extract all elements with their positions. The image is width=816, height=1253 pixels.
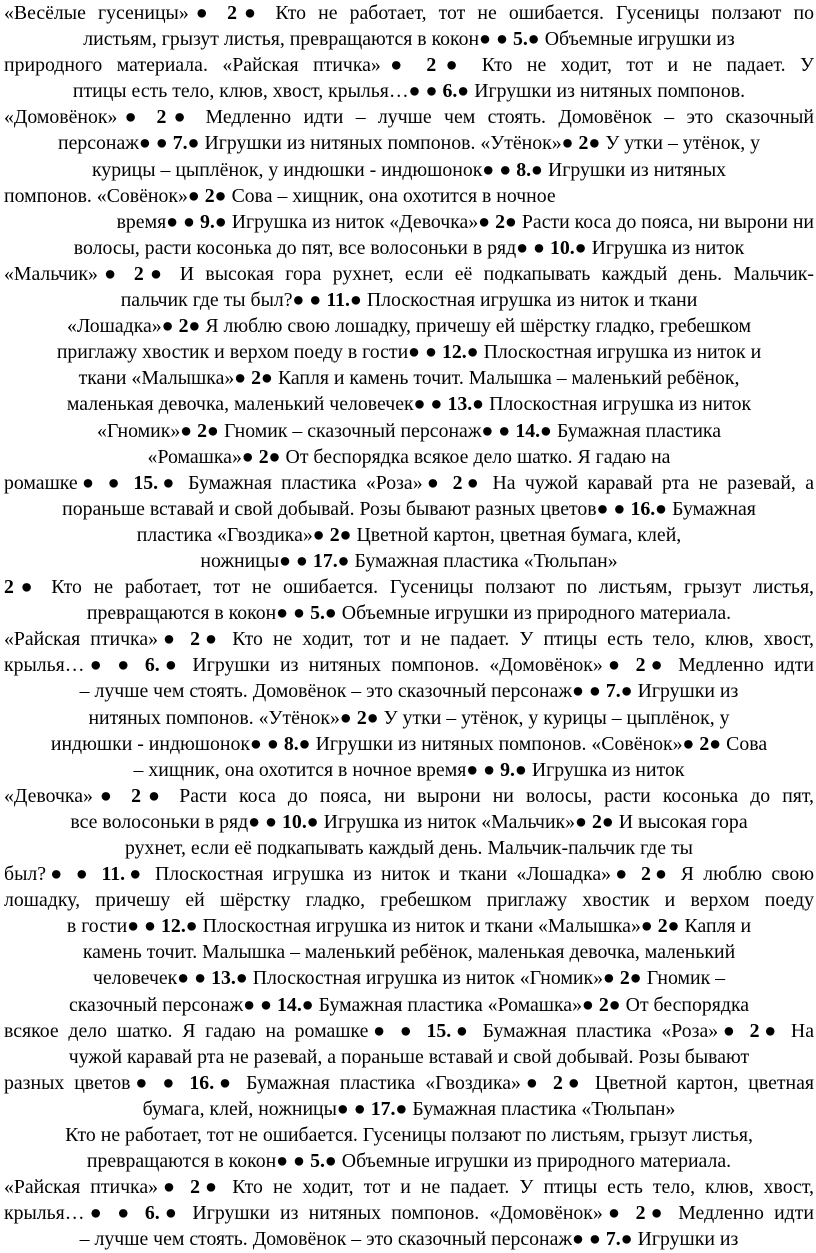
text-line: лошадку, причешу ей шёрстку гладко, гребешком приглажу хвостик и верхом поеду xyxy=(4,889,814,912)
text-line: ножницы● ● 17.● Бумажная пластика «Тюльпан» xyxy=(200,549,618,572)
text-line: все волосоньки в ряд● ● 10.● Игрушка из ниток «Мальчик»● 2● И высокая гора xyxy=(70,810,748,833)
text-line: природного материала. «Райская птичка»● 2● Кто не ходит, тот и не падает. У xyxy=(4,54,815,77)
text-line: нитяных помпонов. «Утёнок»● 2● У утки – утёнок, у курицы – цыплёнок, у xyxy=(88,706,730,729)
text-line: чужой каравай рта не разевай, а пораньше вставай и свой добывай. Розы бывают xyxy=(68,1045,750,1068)
text-line: персонаж● ● 7.● Игрушки из нитяных помпонов. «Утёнок»● 2● У утки – утёнок, у xyxy=(58,132,760,155)
text-line: человечек● ● 13.● Плоскостная игрушка из ниток «Гномик»● 2● Гномик – xyxy=(92,967,726,990)
text-line: «Лошадка»● 2● Я люблю свою лошадку, причешу ей шёрстку гладко, гребешком xyxy=(66,315,752,338)
text-line: «Гномик»● 2● Гномик – сказочный персонаж● ● 14.● Бумажная пластика xyxy=(96,419,722,442)
text-line: листьям, грызут листья, превращаются в кокон● ● 5.● Объемные игрушки из xyxy=(83,28,735,51)
text-line: индюшки - индюшонок● ● 8.● Игрушки из нитяных помпонов. «Совёнок»● 2● Сова xyxy=(50,732,768,755)
text-line: бумага, клей, ножницы● ● 17.● Бумажная пластика «Тюльпан» xyxy=(142,1097,676,1120)
text-line: разных цветов● ● 16.● Бумажная пластика «Гвоздика»● 2● Цветной картон, цветная xyxy=(4,1071,815,1094)
text-line: превращаются в кокон● ● 5.● Объемные игрушки из природного материала. xyxy=(86,1150,732,1173)
text-line: камень точит. Малышка – маленький ребёнок, маленькая девочка, маленький xyxy=(82,941,736,964)
text-line: птицы есть тело, клюв, хвост, крылья…● ● 6.● Игрушки из нитяных помпонов. xyxy=(72,80,746,103)
text-line: пальчик где ты был?● ● 11.● Плоскостная игрушка из ниток и ткани xyxy=(120,289,698,312)
text-line: 2● Кто не работает, тот не ошибается. Гусеницы ползают по листьям, грызут листья, xyxy=(4,576,814,599)
text-line: крылья…● ● 6.● Игрушки из нитяных помпонов. «Домовёнок»● 2● Медленно идти xyxy=(4,1202,814,1225)
text-line: – лучше чем стоять. Домовёнок – это сказочный персонаж● ● 7.● Игрушки из xyxy=(79,680,739,703)
text-line: «Райская птичка»● 2● Кто не ходит, тот и не падает. У птицы есть тело, клюв, хвост, xyxy=(4,1176,815,1199)
text-line: рухнет, если её подкапывать каждый день. Мальчик-пальчик где ты xyxy=(125,837,693,859)
text-line: «Райская птичка»● 2● Кто не ходит, тот и не падает. У птицы есть тело, клюв, хвост, xyxy=(4,628,815,651)
text-line: Кто не работает, тот не ошибается. Гусеницы ползают по листьям, грызут листья, xyxy=(65,1124,753,1147)
text-line: превращаются в кокон● ● 5.● Объемные игрушки из природного материала. xyxy=(86,602,732,625)
text-line: «Ромашка»● 2● От беспорядка всякое дело шатко. Я гадаю на xyxy=(147,445,671,468)
text-line: ромашке● ● 15.● Бумажная пластика «Роза»● 2● На чужой каравай рта не разевай, а xyxy=(4,471,814,494)
text-line: крылья…● ● 6.● Игрушки из нитяных помпонов. «Домовёнок»● 2● Медленно идти xyxy=(4,654,814,677)
text-line: пластика «Гвоздика»● 2● Цветной картон, цветная бумага, клей, xyxy=(136,523,682,546)
text-line: «Домовёнок»● 2● Медленно идти – лучше чем стоять. Домовёнок – это сказочный xyxy=(4,106,814,129)
text-line: приглажу хвостик и верхом поеду в гости● ● 12.● Плоскостная игрушка из ниток и xyxy=(56,341,762,364)
text-line: – хищник, она охотится в ночное время● ● 9.● Игрушка из ниток xyxy=(133,758,685,781)
text-line: волосы, расти косонька до пят, все волосоньки в ряд● ● 10.● Игрушка из ниток xyxy=(73,236,745,259)
text-line: всякое дело шатко. Я гадаю на ромашке● ● 15.● Бумажная пластика «Роза»● 2● На xyxy=(4,1019,814,1042)
text-line: в гости● ● 12.● Плоскостная игрушка из ниток и ткани «Малышка»● 2● Капля и xyxy=(66,915,752,938)
text-line: был?● ● 11.● Плоскостная игрушка из ниток и ткани «Лошадка»● 2● Я люблю свою xyxy=(4,863,815,886)
text-line: ткани «Малышка»● 2● Капля и камень точит. Малышка – маленький ребёнок, xyxy=(78,367,740,390)
text-line: «Весёлые гусеницы»● 2● Кто не работает, тот не ошибается. Гусеницы ползают по xyxy=(4,2,814,24)
document-text-body xyxy=(4,0,814,1253)
text-line: «Мальчик»● 2● И высокая гора рухнет, если её подкапывать каждый день. Мальчик- xyxy=(4,262,815,285)
text-line: время● ● 9.● Игрушка из ниток «Девочка»● 2● Расти коса до пояса, ни вырони ни xyxy=(116,210,814,233)
text-line: сказочный персонаж● ● 14.● Бумажная пластика «Ромашка»● 2● От беспорядка xyxy=(68,993,750,1016)
text-line: «Девочка»● 2● Расти коса до пояса, ни вырони ни волосы, расти косонька до пят, xyxy=(4,784,815,807)
text-line: пораньше вставай и свой добывай. Розы бывают разных цветов● ● 16.● Бумажная xyxy=(62,497,756,520)
text-line: – лучше чем стоять. Домовёнок – это сказочный персонаж● ● 7.● Игрушки из xyxy=(79,1228,739,1251)
text-line: маленькая девочка, маленький человечек● ● 13.● Плоскостная игрушка из ниток xyxy=(66,393,752,416)
text-line: помпонов. «Совёнок»● 2● Сова – хищник, она охотится в ночное xyxy=(4,184,556,207)
text-line: курицы – цыплёнок, у индюшки - индюшонок● ● 8.● Игрушки из нитяных xyxy=(91,158,727,181)
